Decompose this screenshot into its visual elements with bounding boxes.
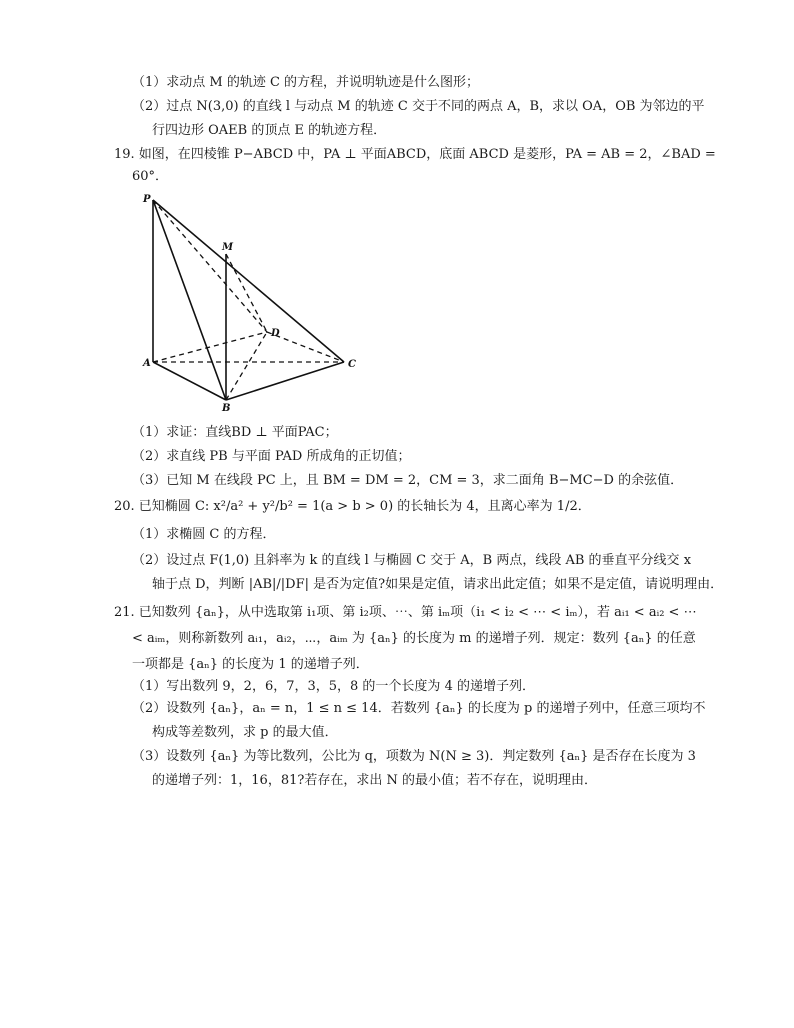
figure-label-d: D	[271, 328, 280, 339]
line-q21-1: （1）写出数列 9，2，6，7，3，5，8 的一个长度为 4 的递增子列．	[132, 679, 535, 694]
line-q21-stem-cont2: 一项都是 {aₙ} 的长度为 1 的递增子列．	[132, 657, 369, 672]
line-q21-3: （3）设数列 {aₙ} 为等比数列，公比为 q，项数为 N(N ≥ 3)．判定数列 {aₙ} 是否存在长度为 3	[132, 749, 696, 764]
line-q18-2-cont: 行四边形 OAEB 的顶点 E 的轨迹方程．	[152, 123, 387, 138]
line-q18-1: （1）求动点 M 的轨迹 C 的方程，并说明轨迹是什么图形；	[132, 75, 480, 90]
figure-label-m: M	[222, 242, 234, 253]
line-q20-1: （1）求椭圆 C 的方程．	[132, 527, 276, 542]
line-q21-3-cont: 的递增子列：1，16，81?若存在，求出 N 的最小值；若不存在，说明理由．	[152, 773, 597, 788]
line-q21-2-cont: 构成等差数列，求 p 的最大值．	[152, 725, 338, 740]
line-q21-2: （2）设数列 {aₙ}，aₙ = n，1 ≤ n ≤ 14．若数列 {aₙ} 的长度为 p 的递增子列中，任意三项均不	[132, 701, 706, 716]
line-q21-stem: 21. 已知数列 {aₙ}，从中选取第 i₁项、第 i₂项、⋯、第 iₘ项（i₁ < i₂ < ⋯ < iₘ），若 aᵢ₁ < aᵢ₂ < ⋯	[114, 605, 697, 620]
line-q19-1: （1）求证：直线BD ⊥ 平面PAC；	[132, 425, 338, 440]
line-q19-3: （3）已知 M 在线段 PC 上，且 BM = DM = 2，CM = 3，求二面角 B−MC−D 的余弦值．	[132, 473, 684, 488]
line-q19-stem: 19. 如图，在四棱锥 P−ABCD 中，PA ⊥ 平面ABCD，底面 ABCD 是菱形，PA = AB = 2，∠BAD =	[114, 147, 716, 162]
line-q20-stem: 20. 已知椭圆 C: x²/a² + y²/b² = 1(a > b > 0) 的长轴长为 4，且离心率为 1/2．	[114, 499, 591, 514]
line-q20-2: （2）设过点 F(1,0) 且斜率为 k 的直线 l 与椭圆 C 交于 A，B 两点，线段 AB 的垂直平分线交 x	[132, 553, 692, 568]
line-q19-2: （2）求直线 PB 与平面 PAD 所成角的正切值；	[132, 449, 411, 464]
figure-label-c: C	[348, 359, 356, 370]
line-q21-stem-cont: < aᵢₘ，则称新数列 aᵢ₁，aᵢ₂，⋯，aᵢₘ 为 {aₙ} 的长度为 m 的递增子列．规定：数列 {aₙ} 的任意	[132, 631, 696, 646]
figure-label-p: P	[143, 194, 151, 205]
figure-label-b: B	[222, 403, 231, 412]
line-q19-stem-cont: 60°．	[132, 169, 169, 184]
pyramid-figure	[140, 192, 362, 412]
figure-label-a: A	[143, 358, 151, 369]
line-q20-2-cont: 轴于点 D，判断 |AB|/|DF| 是否为定值?如果是定值，请求出此定值；如果不是定值，请说明理由．	[152, 577, 724, 592]
line-q18-2: （2）过点 N(3,0) 的直线 l 与动点 M 的轨迹 C 交于不同的两点 A，B，求以 OA，OB 为邻边的平	[132, 99, 705, 114]
